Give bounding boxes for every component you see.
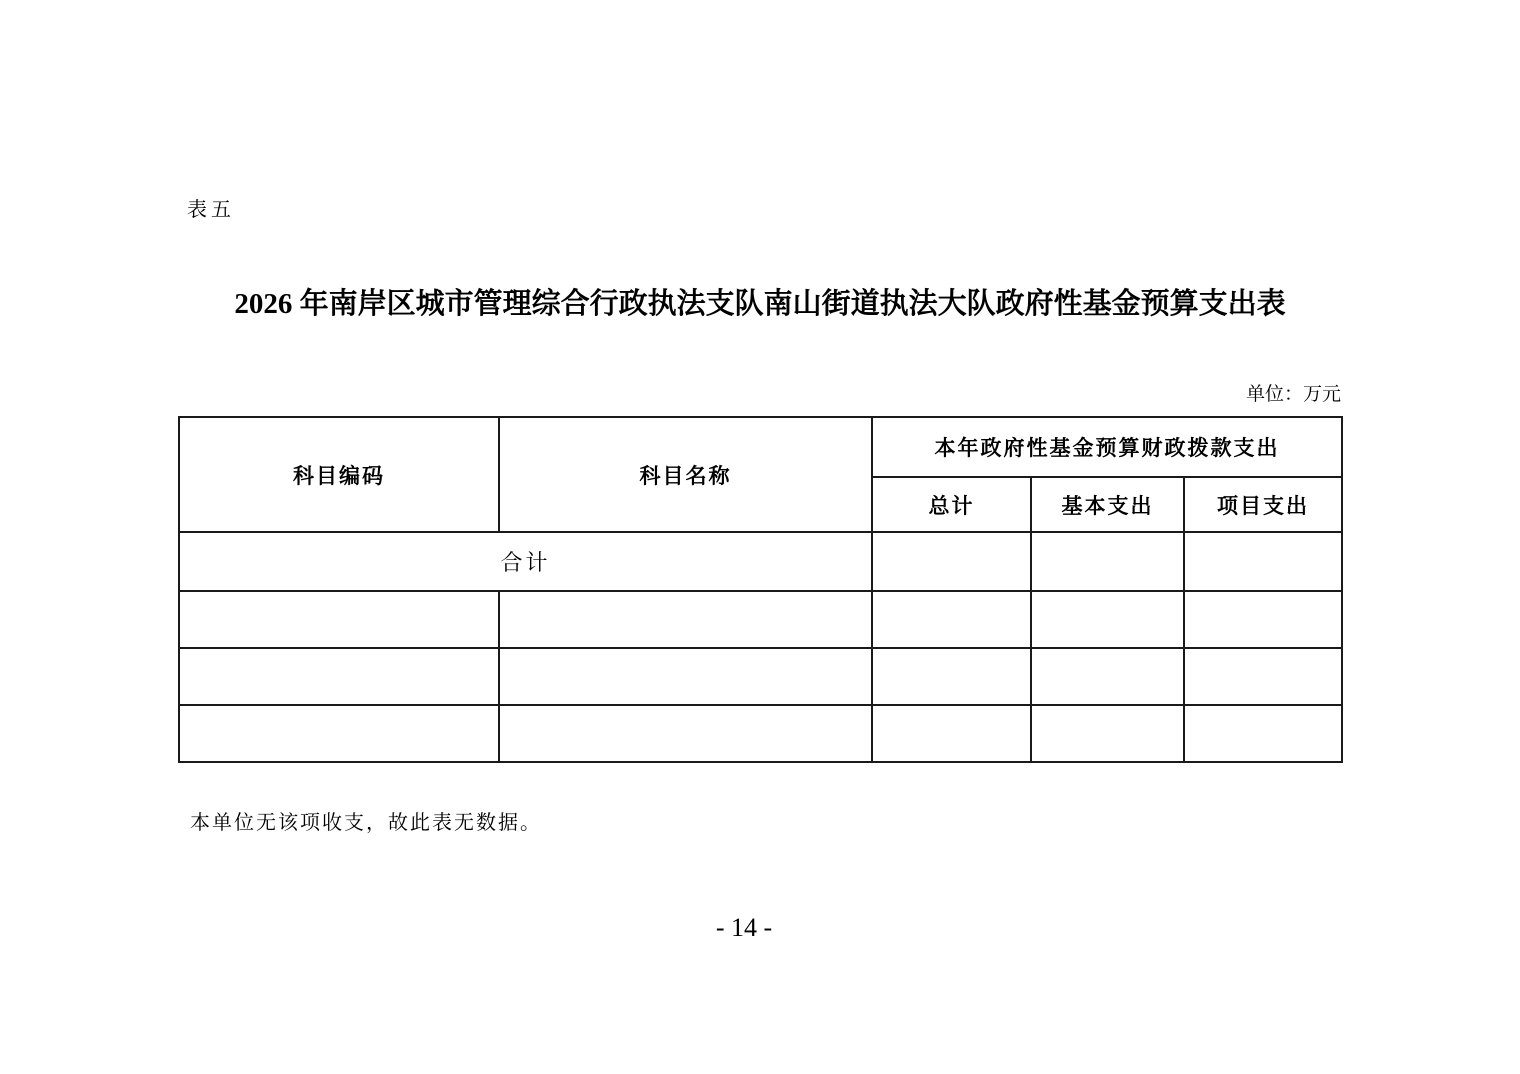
cell-name <box>499 591 872 648</box>
cell-code <box>179 705 499 762</box>
total-row-basic-cell <box>1031 532 1184 591</box>
cell-code <box>179 648 499 705</box>
page-number: - 14 - <box>715 913 773 942</box>
total-row <box>179 532 1342 591</box>
table-header-row-1 <box>179 417 1342 477</box>
table-row <box>179 705 1342 762</box>
header-total: 总计 <box>872 477 1031 532</box>
cell-basic <box>1031 648 1184 705</box>
cell-project <box>1184 648 1342 705</box>
unit-note: 单位：万元 <box>1245 384 1341 405</box>
total-row-label: 合计 <box>179 532 872 591</box>
page-title: 2026 年南岸区城市管理综合行政执法支队南山街道执法大队政府性基金预算支出表 <box>234 288 1286 320</box>
cell-total <box>872 648 1031 705</box>
total-row-total-cell <box>872 532 1031 591</box>
total-row-project-cell <box>1184 532 1342 591</box>
cell-total <box>872 591 1031 648</box>
table-row <box>179 648 1342 705</box>
header-subject-code: 科目编码 <box>179 417 499 532</box>
header-project-expenditure: 项目支出 <box>1184 477 1342 532</box>
table-sequence-label: 表五 <box>187 199 235 221</box>
cell-project <box>1184 591 1342 648</box>
cell-code <box>179 591 499 648</box>
budget-table <box>178 416 1343 763</box>
cell-basic <box>1031 705 1184 762</box>
header-fund-expenditure-group: 本年政府性基金预算财政拨款支出 <box>872 417 1342 477</box>
cell-basic <box>1031 591 1184 648</box>
cell-project <box>1184 705 1342 762</box>
cell-name <box>499 648 872 705</box>
no-data-footnote: 本单位无该项收支，故此表无数据。 <box>190 812 542 834</box>
header-subject-name: 科目名称 <box>499 417 872 532</box>
table-row <box>179 591 1342 648</box>
cell-name <box>499 705 872 762</box>
cell-total <box>872 705 1031 762</box>
header-basic-expenditure: 基本支出 <box>1031 477 1184 532</box>
